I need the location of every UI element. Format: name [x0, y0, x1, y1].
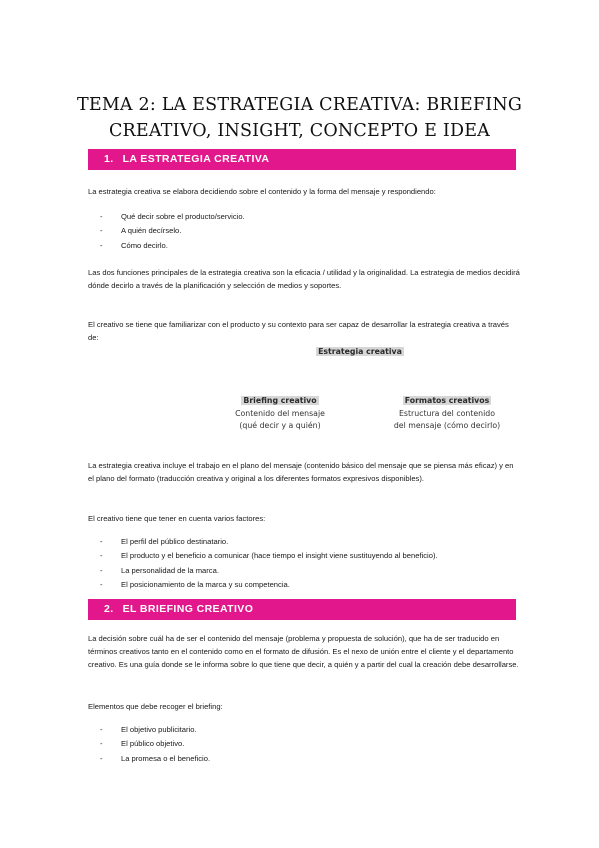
list-item: - Qué decir sobre el producto/servicio. [100, 212, 245, 221]
diagram-right-line-2: del mensaje (cómo decirlo) [393, 421, 501, 430]
list-item: - A quién decírselo. [100, 226, 182, 236]
section-1-title: LA ESTRATEGIA CREATIVA [122, 153, 270, 165]
list-item: - Cómo decirlo. [100, 240, 168, 250]
diagram-left-line-1: Contenido del mensaje [235, 408, 325, 418]
functions-paragraph: Las dos funciones principales de la estrategia creativa son la eficacia / utilidad y la originalidad. La estrategia de medios decidirá dónde decirlo a través de la planificación y selección de medios y soportes. [88, 268, 520, 291]
elements-intro: Elementos que debe recoger el briefing: [88, 702, 223, 711]
diagram-right-line-1: Estructura del contenido [398, 408, 495, 418]
list-item: - El perfil del público destinatario. [100, 537, 229, 546]
list-item: - El posicionamiento de la marca y su competencia. [100, 579, 290, 589]
diagram-right-heading: Formatos creativos [404, 396, 490, 405]
list-item: - El objetivo publicitario. [100, 725, 197, 734]
briefing-paragraph: La decisión sobre cuál ha de ser el contenido del mensaje (problema y propuesta de solución), que ha de ser traducido en términos creativos tanto en el contenido como en el formato de difusión. Es el nexo de unión entre el cliente y el departamento creativo. Es una guía donde se le informa sobre lo que tiene que decir, a quién y a partir del cual la creación debe desarrollarse. [88, 634, 519, 670]
diagram-right-node [378, 395, 516, 433]
factors-list [100, 535, 438, 592]
list-item: - La promesa o el beneficio. [100, 753, 211, 763]
list-item: - El público objetivo. [100, 739, 185, 749]
list-item: - La personalidad de la marca. [100, 565, 219, 575]
questions-list [100, 210, 245, 253]
diagram-left-line-2: (qué decir y a quién) [239, 421, 321, 430]
diagram-top-label: Estrategia creativa [318, 347, 402, 356]
title-line-2: CREATIVO, INSIGHT, CONCEPTO E IDEA [108, 121, 491, 141]
section-1-number: 1. [104, 153, 114, 165]
section-2-number: 2. [104, 603, 114, 615]
includes-paragraph: La estrategia creativa incluye el trabajo en el plano del mensaje (contenido básico del mensaje que se piensa más eficaz) y en el plano del formato (traducción creativa y original a los diferentes formatos expresivos disponibles). [88, 461, 514, 484]
title-line-1: TEMA 2: LA ESTRATEGIA CREATIVA: BRIEFING [76, 95, 523, 115]
section-1-heading [88, 149, 516, 170]
diagram-left-heading: Briefing creativo [243, 396, 317, 405]
document-title [40, 92, 559, 144]
familiarize-paragraph: El creativo se tiene que familiarizar con el producto y su contexto para ser capaz de desarrollar la estrategia creativa a través de: [88, 320, 509, 343]
factors-intro: El creativo tiene que tener en cuenta varios factores: [88, 514, 266, 523]
diagram-top-node [300, 347, 420, 356]
section-2-heading [88, 599, 516, 620]
list-item: - El producto y el beneficio a comunicar (hace tiempo el insight viene sustituyendo al beneficio). [100, 551, 438, 561]
section-1-intro: La estrategia creativa se elabora decidiendo sobre el contenido y la forma del mensaje y respondiendo: [88, 187, 436, 196]
section-2-title: EL BRIEFING CREATIVO [122, 603, 254, 615]
elements-list [100, 723, 210, 766]
diagram-left-node [218, 395, 342, 433]
